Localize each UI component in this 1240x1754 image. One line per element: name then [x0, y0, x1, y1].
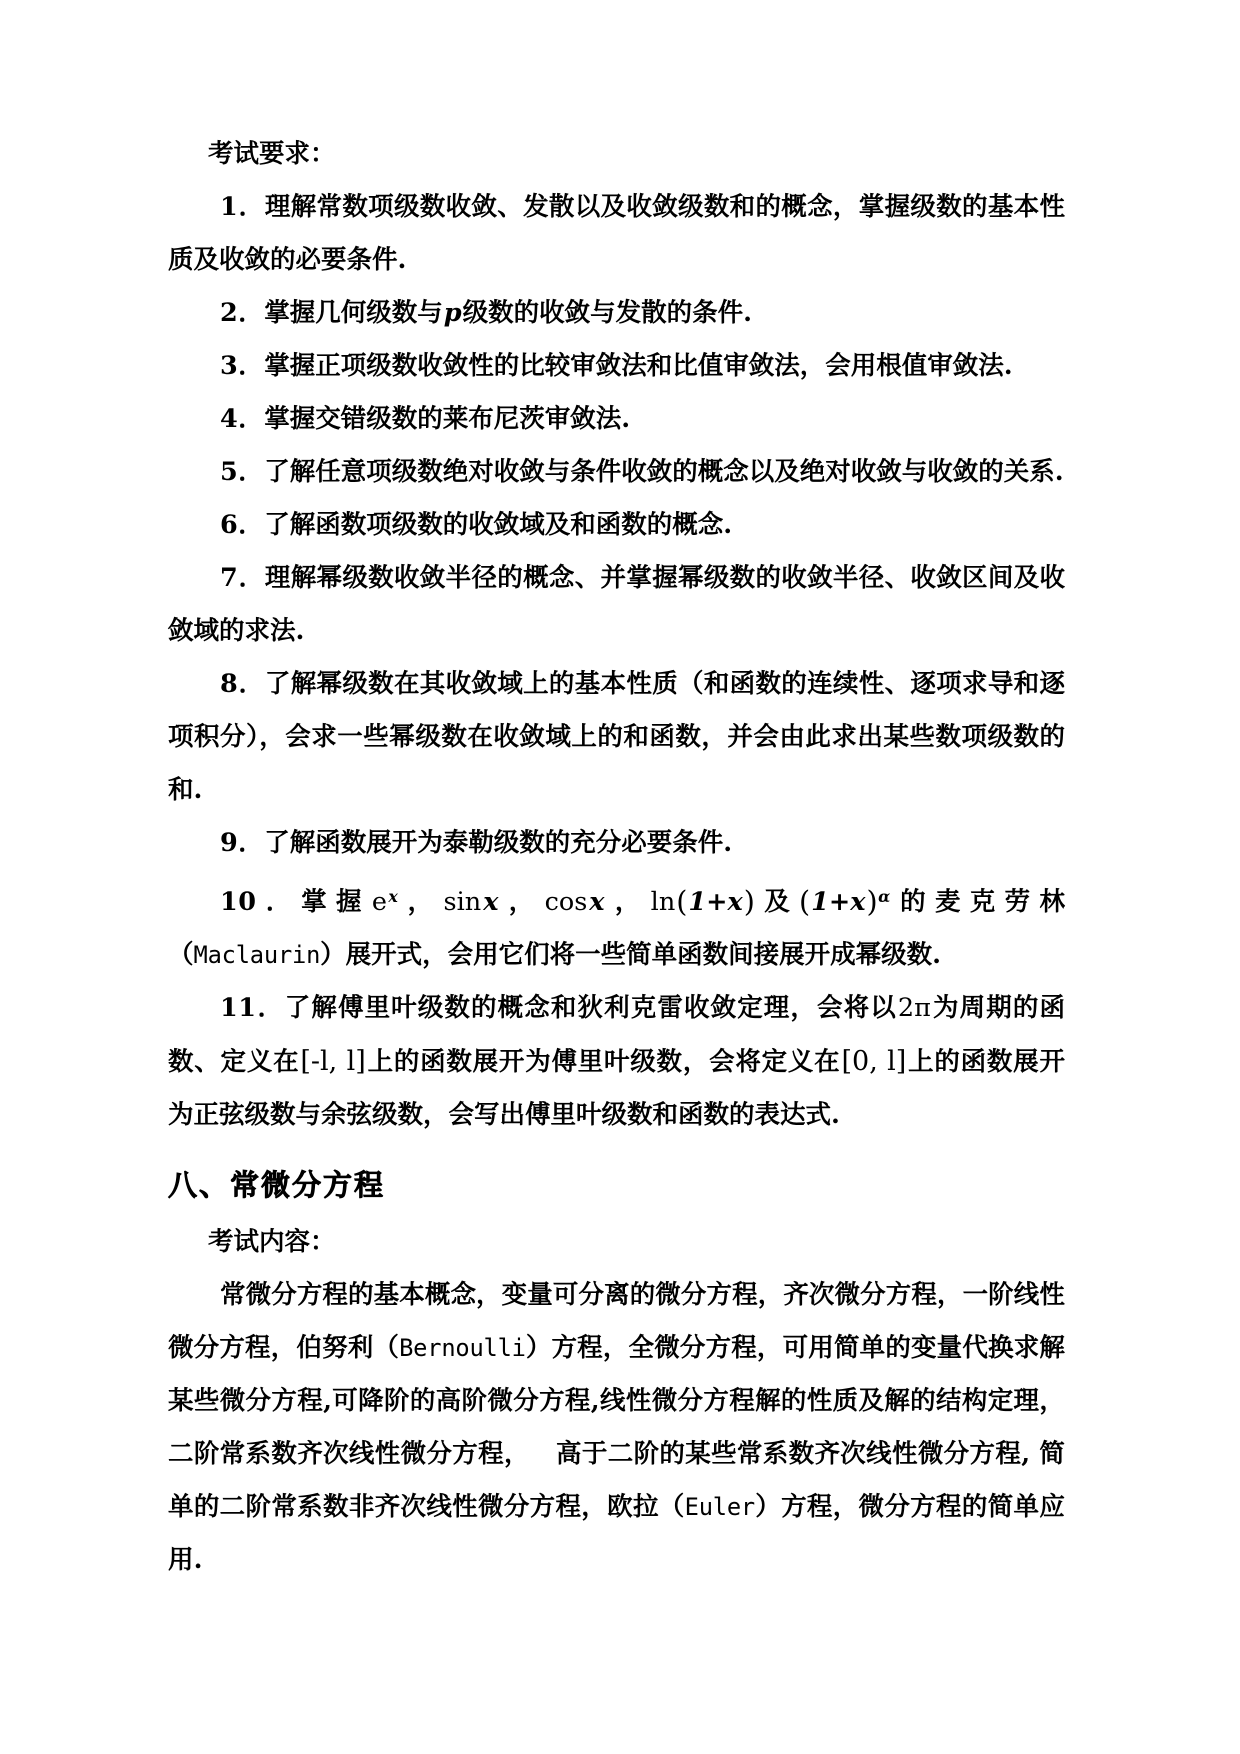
requirement-item-10	[168, 870, 1065, 982]
math-close-paren: )	[743, 884, 755, 919]
math-power-base: 1+x	[811, 887, 866, 918]
item-number: 4．	[220, 404, 265, 434]
requirement-item-1	[168, 181, 1065, 287]
requirement-item-3	[168, 340, 1065, 393]
math-open-paren: (	[799, 884, 811, 919]
requirement-item-7	[168, 552, 1065, 658]
requirement-item-11	[168, 982, 1065, 1142]
item-text: 掌握正项级数收敛性的比较审敛法和比值审敛法，会用根值审敛法.	[264, 351, 1013, 381]
exam-content-paragraph	[168, 1269, 1065, 1587]
math-two-pi: 2π	[897, 993, 931, 1024]
item-text: 了解任意项级数绝对收敛与条件收敛的概念以及绝对收敛与收敛的关系.	[264, 457, 1064, 487]
requirement-item-6	[168, 499, 1065, 552]
math-close-paren: )	[866, 884, 878, 919]
item-text: 了解幂级数在其收敛域上的基本性质（和函数的连续性、逐项求导和逐项积分），会求一些幂级数在收敛域上的和函数，并会由此求出某些数项级数的和.	[168, 669, 1065, 805]
item-number: 9．	[220, 828, 265, 858]
requirement-item-8	[168, 658, 1065, 817]
math-cos-operator: cos	[544, 887, 588, 918]
latin-term-maclaurin: Maclaurin	[193, 941, 321, 970]
item-text-1: 了解傅里叶级数的概念和狄利克雷收敛定理，会将以	[284, 993, 897, 1024]
requirement-item-9	[168, 817, 1065, 870]
math-sin-operator: sin	[443, 887, 482, 918]
exam-content-label: 考试内容：	[208, 1227, 336, 1258]
content-part-2: ）方程，全微分方程，可用简单的变量代换求解某些微分方程,可降阶的高阶微分方程,线性微分方程解的性质及解的结构定理，二阶常系数齐次线性微分方程，	[168, 1333, 1065, 1470]
math-exp-superscript: x	[388, 887, 398, 906]
item-number: 8．	[220, 669, 265, 699]
item-text-1: 掌握	[301, 887, 371, 918]
item-number: 11．	[220, 993, 285, 1024]
math-power-exponent: α	[878, 887, 891, 906]
math-sin-variable: x	[483, 887, 499, 918]
separator-2: ，	[499, 887, 544, 918]
item-number: 5．	[220, 457, 265, 487]
item-text-4: ）展开式，会用它们将一些简单函数间接展开成幂级数.	[320, 940, 942, 971]
section-heading-ordinary-differential-equations: 八、常微分方程	[168, 1168, 386, 1203]
content-part-3: 高于二阶的某些常系数齐次线性微分方程, 简单的二阶常系数非齐次线性微分方程，欧拉（	[168, 1439, 1065, 1523]
item-text-2: 为周期的函数、定义在	[168, 993, 1065, 1078]
item-text-4: 上的函数展开为正弦级数与余弦级数，会写出傅里叶级数和函数的表达式.	[168, 1047, 1065, 1131]
math-ln-argument: 1+x	[688, 887, 743, 918]
math-open-paren: (	[676, 884, 688, 919]
latin-term-euler: Euler	[684, 1493, 755, 1522]
math-ln-operator: ln	[650, 887, 676, 918]
math-exp-base: e	[371, 887, 387, 918]
item-text-2: 及	[754, 887, 800, 918]
content-part-1: 常微分方程的基本概念，变量可分离的微分方程，齐次微分方程，一阶线性微分方程，伯努利（	[168, 1280, 1065, 1364]
item-text-after: 级数的收敛与发散的条件.	[462, 298, 752, 328]
requirement-item-5	[168, 446, 1065, 499]
separator-1: ，	[398, 887, 443, 918]
math-variable-p: p	[443, 298, 462, 328]
separator-3: ，	[605, 887, 650, 918]
item-number: 2．	[220, 298, 265, 328]
exam-requirements-label: 考试要求：	[208, 139, 336, 169]
item-number: 7．	[220, 563, 265, 593]
requirement-item-2	[168, 287, 1065, 340]
math-interval-symmetric: [-l, l]	[300, 1046, 366, 1078]
item-text-3: 上的函数展开为傅里叶级数，会将定义在	[366, 1047, 841, 1078]
latin-term-bernoulli: Bernoulli	[399, 1334, 526, 1363]
item-number: 6．	[220, 510, 265, 540]
math-interval-zero-l: [0, l]	[841, 1046, 907, 1078]
item-text-before: 掌握几何级数与	[264, 298, 443, 328]
item-text: 了解函数展开为泰勒级数的充分必要条件.	[264, 828, 733, 858]
item-number: 1．	[220, 192, 265, 222]
item-number: 3．	[220, 351, 265, 381]
item-text-3: 的麦克劳林（	[168, 887, 1065, 971]
item-text: 理解常数项级数收敛、发散以及收敛级数和的概念，掌握级数的基本性质及收敛的必要条件.	[168, 192, 1065, 275]
requirement-item-4	[168, 393, 1065, 446]
item-text: 理解幂级数收敛半径的概念、并掌握幂级数的收敛半径、收敛区间及收敛域的求法.	[168, 563, 1065, 646]
item-number: 10．	[220, 887, 302, 918]
item-text: 掌握交错级数的莱布尼茨审敛法.	[264, 404, 631, 434]
item-text: 了解函数项级数的收敛域及和函数的概念.	[264, 510, 733, 540]
content-part-4: ）方程，微分方程的简单应用.	[168, 1492, 1065, 1576]
math-cos-variable: x	[589, 887, 605, 918]
